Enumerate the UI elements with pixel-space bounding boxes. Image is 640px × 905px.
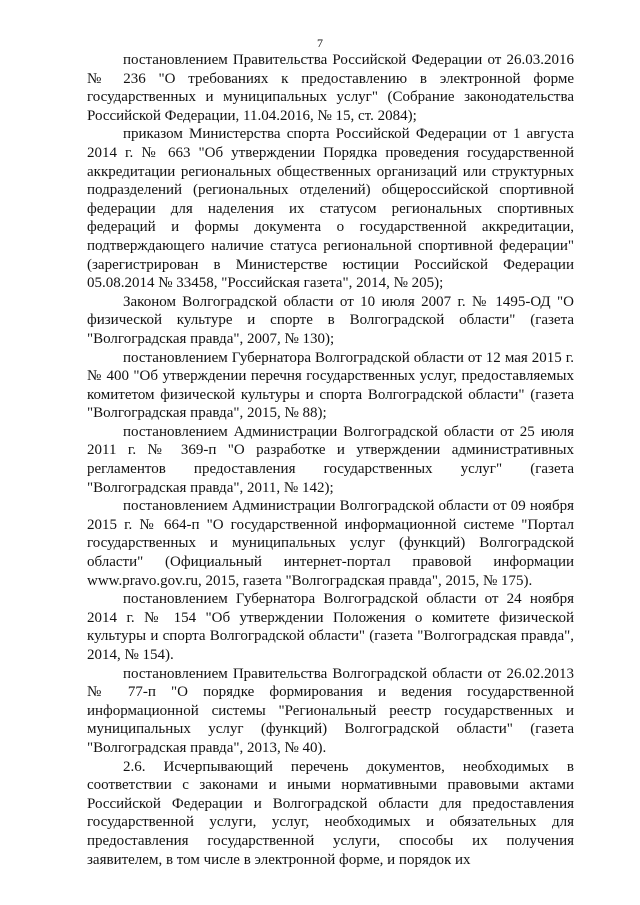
paragraph-section-2-6: 2.6. Исчерпывающий перечень документов, необходимых в соответствии с законами и иными нормативными правовыми актами Российской Федерации и Волгоградской области для предоставления государственной услуги, услуг, необходимых и обязательных для предоставления государственной услуги, способы их получения заявителем, в том числе в электронной форме, и порядок их	[87, 758, 574, 868]
paragraph-governor-decree-154: постановлением Губернатора Волгоградской области от 24 ноября 2014 г. № 154 "Об утверждении Положения о комитете физической культуры и спорта Волгоградской области" (газета "Волгоградская правда", 2014, № 154).	[87, 591, 574, 663]
paragraph-government-decree-77: постановлением Правительства Волгоградской области от 26.02.2013 № 77-п "О порядке формирования и ведения государственной информационной системы "Региональный реестр государственных и муниципальных услуг (функций) Волгоградской области" (газета "Волгоградская правда", 2013, № 40).	[87, 665, 574, 756]
paragraph-administration-decree-664: постановлением Администрации Волгоградской области от 09 ноября 2015 г. № 664-п "О государственной информационной системе "Портал государственных и муниципальных услуг (функций) Волгоградской области" (Официальный интернет-портал правовой информации www.pravo.gov.ru, 2015, газета "Волгоградская правда", 2015, № 175).	[87, 498, 574, 589]
paragraph-sport-ministry-order-663: приказом Министерства спорта Российской Федерации от 1 августа 2014 г. № 663 "Об утверждении Порядка проведения государственной аккредитации региональных общественных организаций или структурных подразделений (региональных отделений) общероссийской спортивной федерации для наделения их статусом региональных спортивных федераций и формы документа о государственной аккредитации, подтверждающего наличие статуса региональной спортивной федерации" (зарегистрирован в Министерстве юстиции Российской Федерации 05.08.2014 № 33458, "Российская газета", 2014, № 205);	[87, 126, 574, 292]
paragraph-administration-decree-369: постановлением Администрации Волгоградской области от 25 июля 2011 г. № 369-п "О разработке и утверждении административных регламентов предоставления государственных услуг" (газета "Волгоградская правда", 2011, № 142);	[87, 423, 574, 496]
paragraph-governor-decree-400: постановлением Губернатора Волгоградской области от 12 мая 2015 г. № 400 "Об утверждении перечня государственных услуг, предоставляемых комитетом физической культуры и спорта Волгоградской области" (газета "Волгоградская правда", 2015, № 88);	[87, 349, 574, 422]
page-number: 7	[317, 36, 323, 50]
document-body	[87, 51, 574, 869]
paragraph-regional-law-1495: Законом Волгоградской области от 10 июля 2007 г. № 1495-ОД "О физической культуре и спорте в Волгоградской области" (газета "Волгоградская правда", 2007, № 130);	[87, 293, 574, 347]
paragraph-government-decree-236: постановлением Правительства Российской Федерации от 26.03.2016 № 236 "О требованиях к предоставлению в электронной форме государственных и муниципальных услуг" (Собрание законодательства Российской Федерации, 11.04.2016, № 15, ст. 2084);	[87, 52, 574, 124]
